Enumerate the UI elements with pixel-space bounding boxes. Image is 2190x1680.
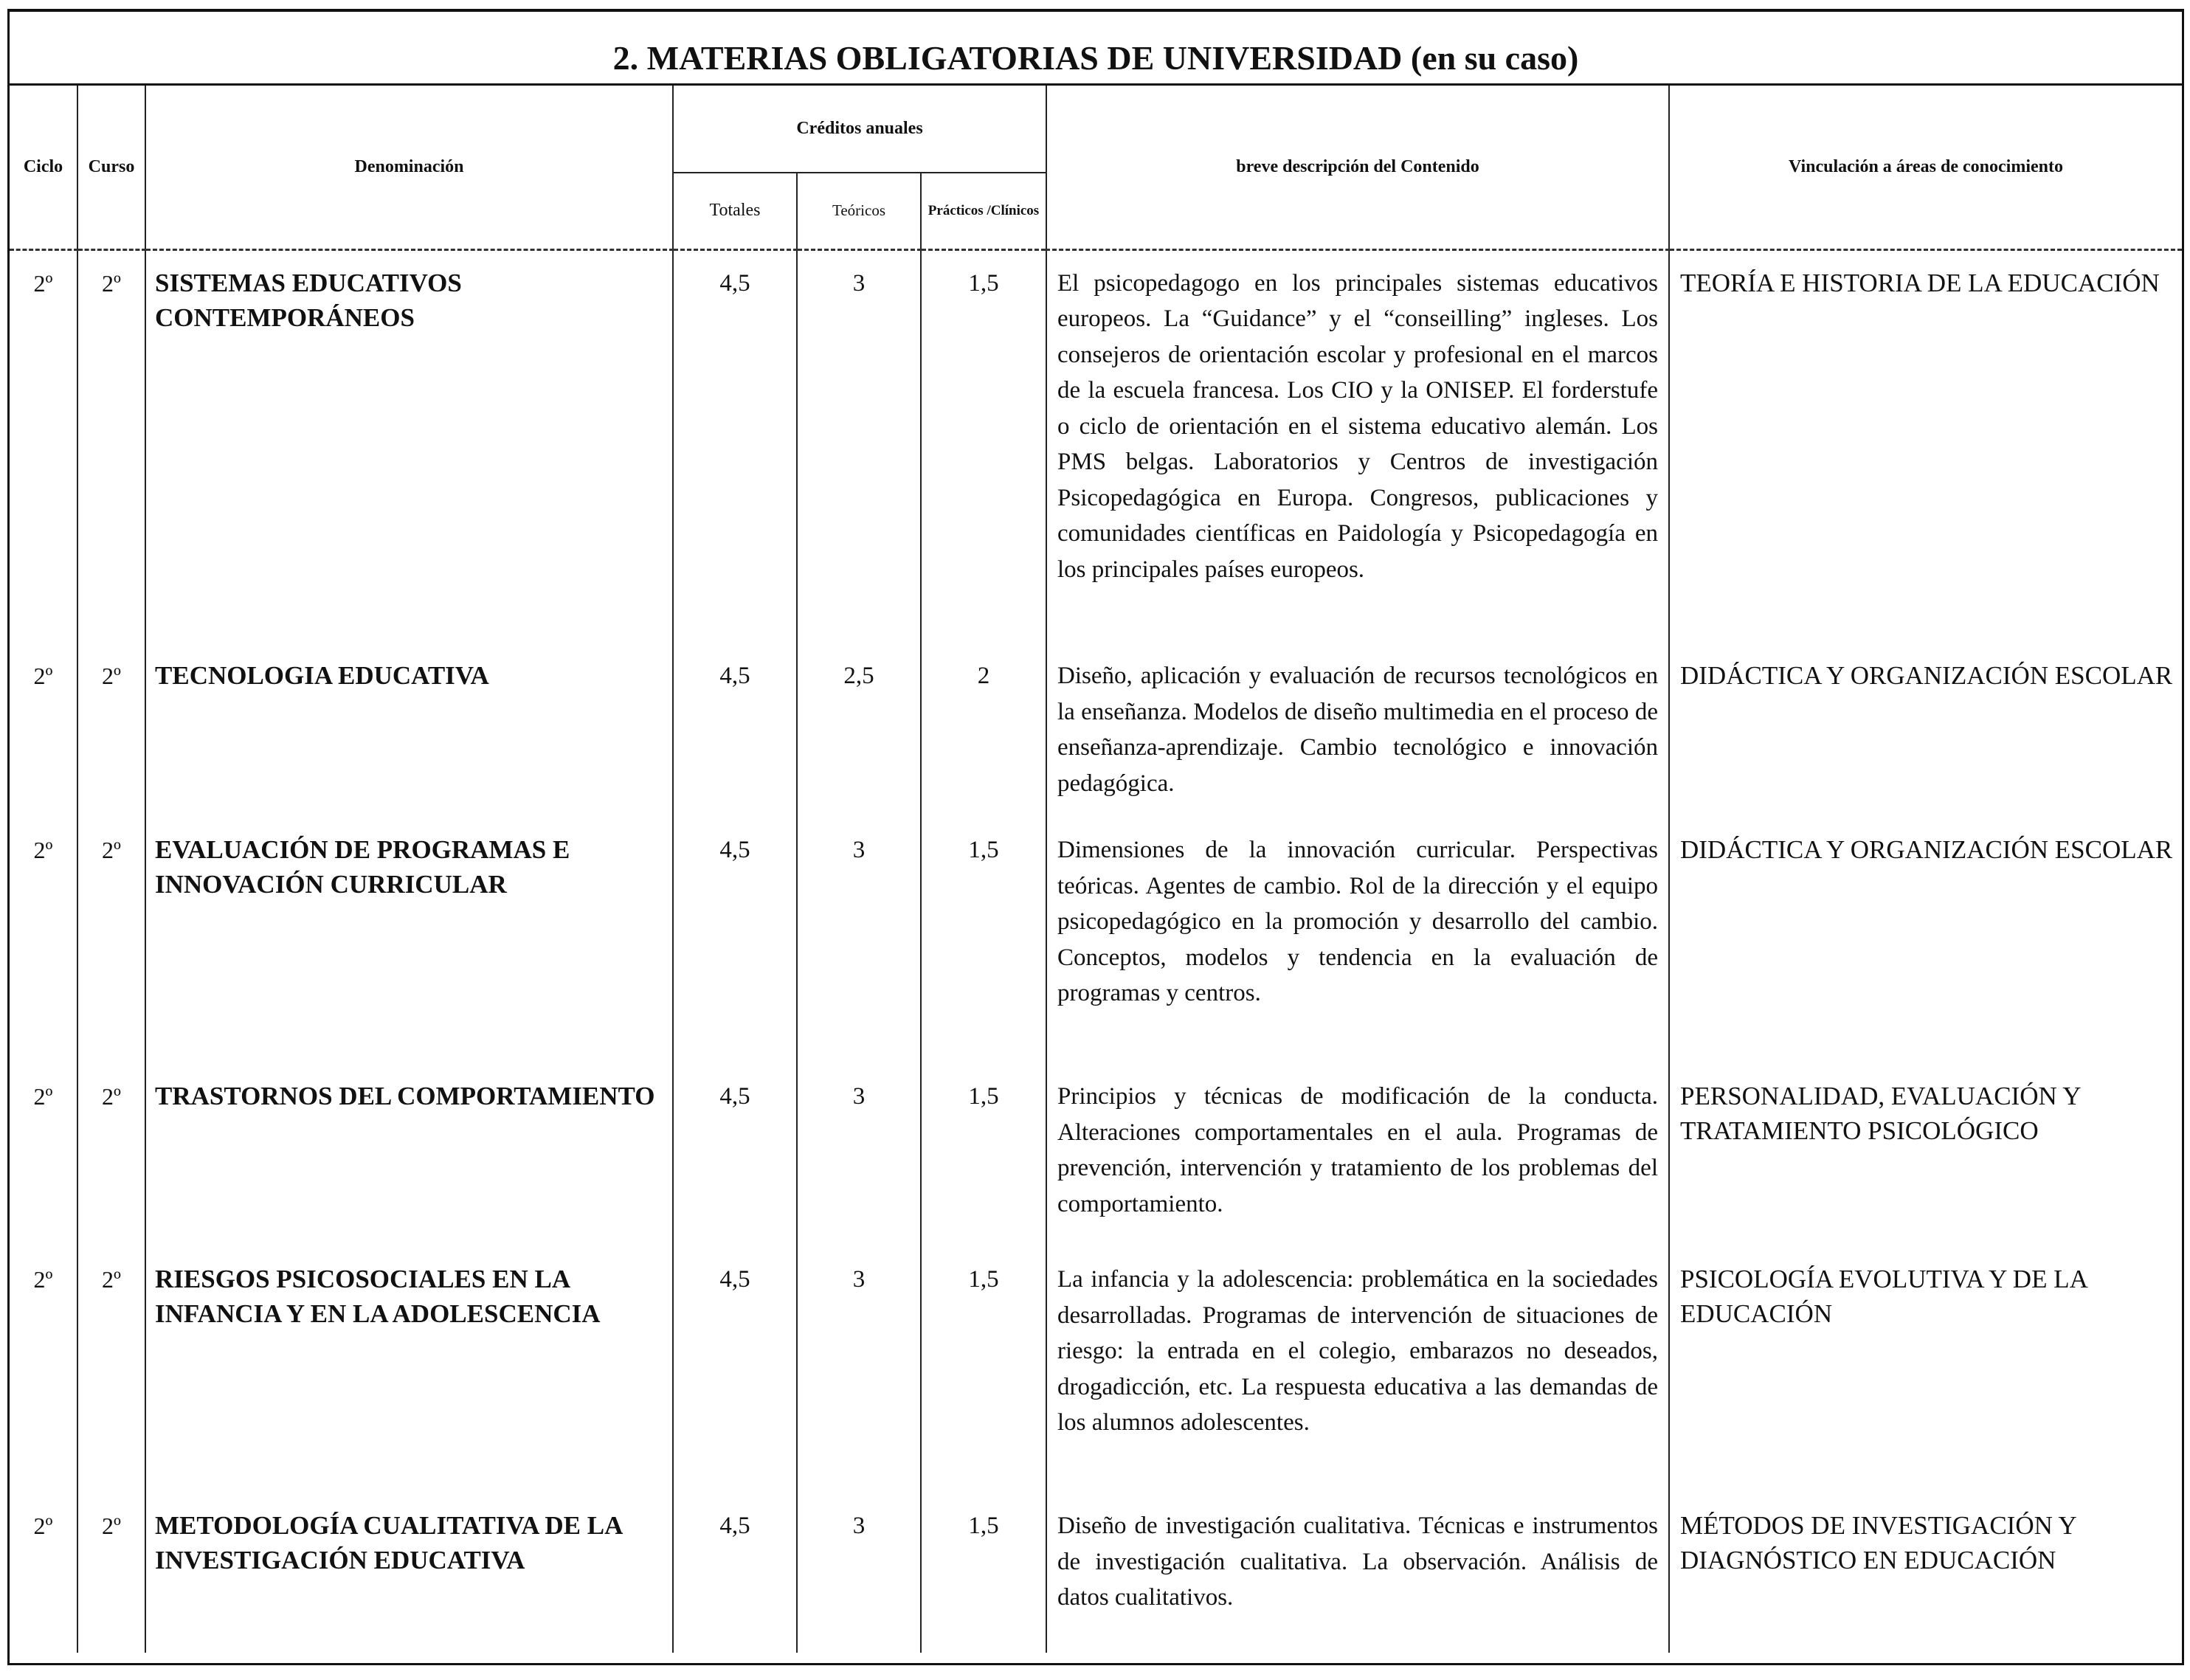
cell-curso: 2º [77,249,145,643]
cell-area: PSICOLOGÍA EVOLUTIVA Y DE LA EDUCACIÓN [1669,1247,2182,1493]
cell-totales: 4,5 [673,643,797,817]
header-vinculacion: Vinculación a áreas de conocimiento [1669,86,2182,249]
title-bar [10,12,2182,86]
cell-ciclo: 2º [10,249,77,643]
cell-totales: 4,5 [673,249,797,643]
cell-ciclo: 2º [10,1064,77,1247]
cell-totales: 4,5 [673,1493,797,1653]
cell-teoricos: 3 [797,1493,921,1653]
cell-area: MÉTODOS DE INVESTIGACIÓN Y DIAGNÓSTICO EN EDUCACIÓN [1669,1493,2182,1653]
header-totales: Totales [673,173,797,249]
document-sheet [7,9,2184,1665]
header-denominacion: Denominación [145,86,673,249]
cell-descripcion: Principios y técnicas de modificación de la conducta. Alteraciones comportamentales en el aula. Programas de prevención, intervención y tratamiento de los problemas del comportamiento. [1046,1064,1669,1247]
header-curso: Curso [77,86,145,249]
cell-area: TEORÍA E HISTORIA DE LA EDUCACIÓN [1669,249,2182,643]
cell-denominacion: TRASTORNOS DEL COMPORTAMIENTO [145,1064,673,1247]
cell-denominacion: SISTEMAS EDUCATIVOS CONTEMPORÁNEOS [145,249,673,643]
cell-teoricos: 2,5 [797,643,921,817]
cell-denominacion: METODOLOGÍA CUALITATIVA DE LA INVESTIGACIÓN EDUCATIVA [145,1493,673,1653]
cell-practicos: 2 [921,643,1046,817]
cell-ciclo: 2º [10,1247,77,1493]
cell-totales: 4,5 [673,817,797,1064]
cell-denominacion: EVALUACIÓN DE PROGRAMAS E INNOVACIÓN CURRICULAR [145,817,673,1064]
header-practicos: Prácticos /Clínicos [921,173,1046,249]
header-descripcion: breve descripción del Contenido [1046,86,1669,249]
table-row [10,1247,2182,1493]
cell-denominacion: RIESGOS PSICOSOCIALES EN LA INFANCIA Y EN LA ADOLESCENCIA [145,1247,673,1493]
cell-teoricos: 3 [797,1064,921,1247]
cell-descripcion: Dimensiones de la innovación curricular. Perspectivas teóricas. Agentes de cambio. Rol de la dirección y el equipo psicopedagógico en la promoción y desarrollo del cambio. Conceptos, modelos y tendencia en la evaluación de programas y centros. [1046,817,1669,1064]
table-row [10,817,2182,1064]
cell-area: DIDÁCTICA Y ORGANIZACIÓN ESCOLAR [1669,817,2182,1064]
table-row [10,1064,2182,1247]
header-creditos: Créditos anuales [673,86,1046,173]
cell-teoricos: 3 [797,817,921,1064]
cell-descripcion: La infancia y la adolescencia: problemática en la sociedades desarrolladas. Programas de intervención de situaciones de riesgo: la entrada en el colegio, embarazos no deseados, drogadicción, etc. La respuesta educativa a las demandas de los alumnos adolescentes. [1046,1247,1669,1493]
header-teoricos: Teóricos [797,173,921,249]
table-row [10,249,2182,643]
page-title: 2. MATERIAS OBLIGATORIAS DE UNIVERSIDAD (en su caso) [612,39,1579,77]
cell-totales: 4,5 [673,1247,797,1493]
cell-practicos: 1,5 [921,1064,1046,1247]
cell-curso: 2º [77,643,145,817]
table-row [10,1493,2182,1653]
header-row [10,86,2182,173]
cell-teoricos: 3 [797,1247,921,1493]
cell-practicos: 1,5 [921,1493,1046,1653]
cell-ciclo: 2º [10,1493,77,1653]
cell-practicos: 1,5 [921,1247,1046,1493]
cell-descripcion: El psicopedagogo en los principales sistemas educativos europeos. La “Guidance” y el “conseilling” ingleses. Los consejeros de orientación escolar y profesional en el marcos de la escuela francesa. Los CIO y la ONISEP. El forderstufe o ciclo de orientación en el sistema educativo alemán. Los PMS belgas. Laboratorios y Centros de investigación Psicopedagógica en Europa. Congresos, publicaciones y comunidades científicas en Paidología y Psicopedagogía en los principales países europeos. [1046,249,1669,643]
cell-ciclo: 2º [10,817,77,1064]
subjects-table [10,86,2182,1653]
cell-practicos: 1,5 [921,249,1046,643]
cell-curso: 2º [77,1064,145,1247]
cell-teoricos: 3 [797,249,921,643]
cell-descripcion: Diseño, aplicación y evaluación de recursos tecnológicos en la enseñanza. Modelos de diseño multimedia en el proceso de enseñanza-aprendizaje. Cambio tecnológico e innovación pedagógica. [1046,643,1669,817]
cell-curso: 2º [77,1493,145,1653]
bottom-rule [10,1663,2182,1665]
cell-denominacion: TECNOLOGIA EDUCATIVA [145,643,673,817]
header-ciclo: Ciclo [10,86,77,249]
cell-descripcion: Diseño de investigación cualitativa. Técnicas e instrumentos de investigación cualitativa. La observación. Análisis de datos cualitativos. [1046,1493,1669,1653]
cell-area: PERSONALIDAD, EVALUACIÓN Y TRATAMIENTO PSICOLÓGICO [1669,1064,2182,1247]
table-row [10,643,2182,817]
cell-ciclo: 2º [10,643,77,817]
cell-curso: 2º [77,1247,145,1493]
cell-curso: 2º [77,817,145,1064]
cell-totales: 4,5 [673,1064,797,1247]
cell-practicos: 1,5 [921,817,1046,1064]
cell-area: DIDÁCTICA Y ORGANIZACIÓN ESCOLAR [1669,643,2182,817]
